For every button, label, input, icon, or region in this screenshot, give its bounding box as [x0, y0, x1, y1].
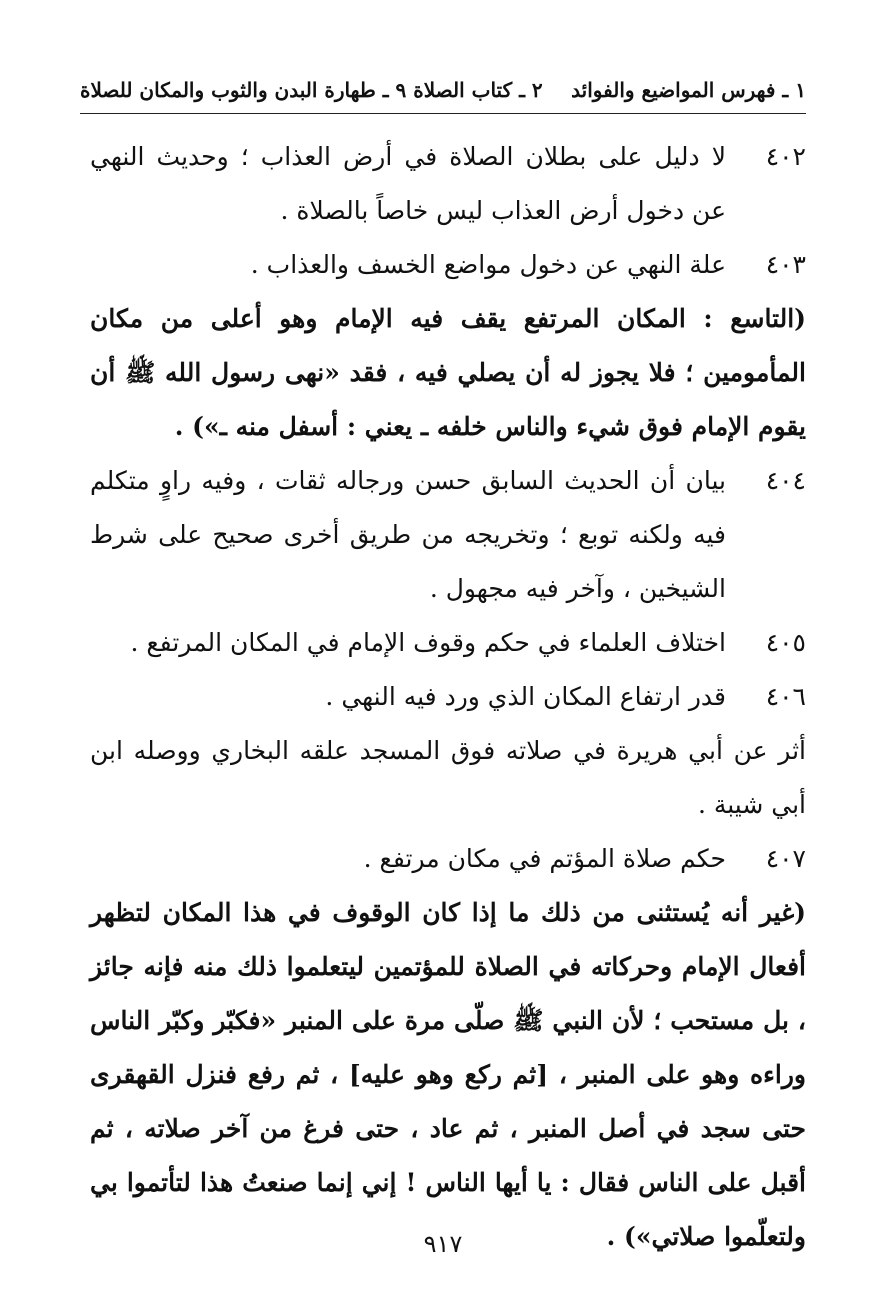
header-section-title: ١ ـ فهرس المواضيع والفوائد — [571, 78, 806, 102]
running-header — [80, 70, 806, 110]
quoted-passage: (التاسع : المكان المرتفع يقف فيه الإمام وهو أعلى من مكان المأمومين ؛ فلا يجوز له أن يصلي فيه ، فقد «نهى رسول الله ﷺ أن يقوم الإمام فوق شيء والناس خلفه ـ يعني : أسفل منه ـ») . — [90, 304, 806, 441]
index-content — [90, 130, 806, 1264]
header-chapter-title: ٢ ـ كتاب الصلاة ٩ ـ طهارة البدن والثوب والمكان للصلاة — [80, 78, 543, 102]
entry-number: ٤٠٥ — [765, 628, 806, 657]
index-entry — [90, 616, 806, 670]
entry-number: ٤٠٤ — [765, 466, 806, 495]
index-entry — [90, 832, 806, 886]
quoted-passage: (غير أنه يُستثنى من ذلك ما إذا كان الوقوف في هذا المكان لتظهر أفعال الإمام وحركاته في الصلاة للمؤتمين ليتعلموا ذلك منه فإنه جائز ، بل مستحب ؛ لأن النبي ﷺ صلّى مرة على المنبر «فكبّر وكبّر الناس وراءه وهو على المنبر ، [ثم ركع وهو عليه] ، ثم رفع فنزل القهقرى حتى سجد في أصل المنبر ، ثم عاد ، حتى فرغ من آخر صلاته ، ثم أقبل على الناس فقال : يا أيها الناس ! إني إنما صنعتُ هذا لتأتموا بي ولتعلّموا صلاتي») . — [90, 898, 806, 1251]
entry-text: بيان أن الحديث السابق حسن ورجاله ثقات ، وفيه راوٍ متكلم فيه ولكنه توبع ؛ وتخريجه من طريق أخرى صحيح على شرط الشيخين ، وآخر فيه مجهول . — [90, 466, 726, 603]
note-paragraph: أثر عن أبي هريرة في صلاته فوق المسجد علقه البخاري ووصله ابن أبي شيبة . — [90, 736, 806, 819]
index-entry — [90, 670, 806, 724]
entry-text: علة النهي عن دخول مواضع الخسف والعذاب . — [250, 250, 726, 279]
index-entry — [90, 238, 806, 292]
entry-number: ٤٠٦ — [765, 682, 806, 711]
entry-number: ٤٠٢ — [765, 142, 806, 171]
header-divider — [80, 113, 806, 114]
entry-text: لا دليل على بطلان الصلاة في أرض العذاب ؛ وحديث النهي عن دخول أرض العذاب ليس خاصاً بالصلاة . — [90, 142, 726, 225]
entry-text: قدر ارتفاع المكان الذي ورد فيه النهي . — [325, 682, 726, 711]
entry-text: حكم صلاة المؤتم في مكان مرتفع . — [363, 844, 726, 873]
index-entry — [90, 130, 806, 238]
entry-text: اختلاف العلماء في حكم وقوف الإمام في المكان المرتفع . — [130, 628, 726, 657]
index-entry — [90, 454, 806, 616]
entry-number: ٤٠٣ — [765, 250, 806, 279]
page-number: ٩١٧ — [423, 1230, 463, 1258]
entry-number: ٤٠٧ — [765, 844, 806, 873]
